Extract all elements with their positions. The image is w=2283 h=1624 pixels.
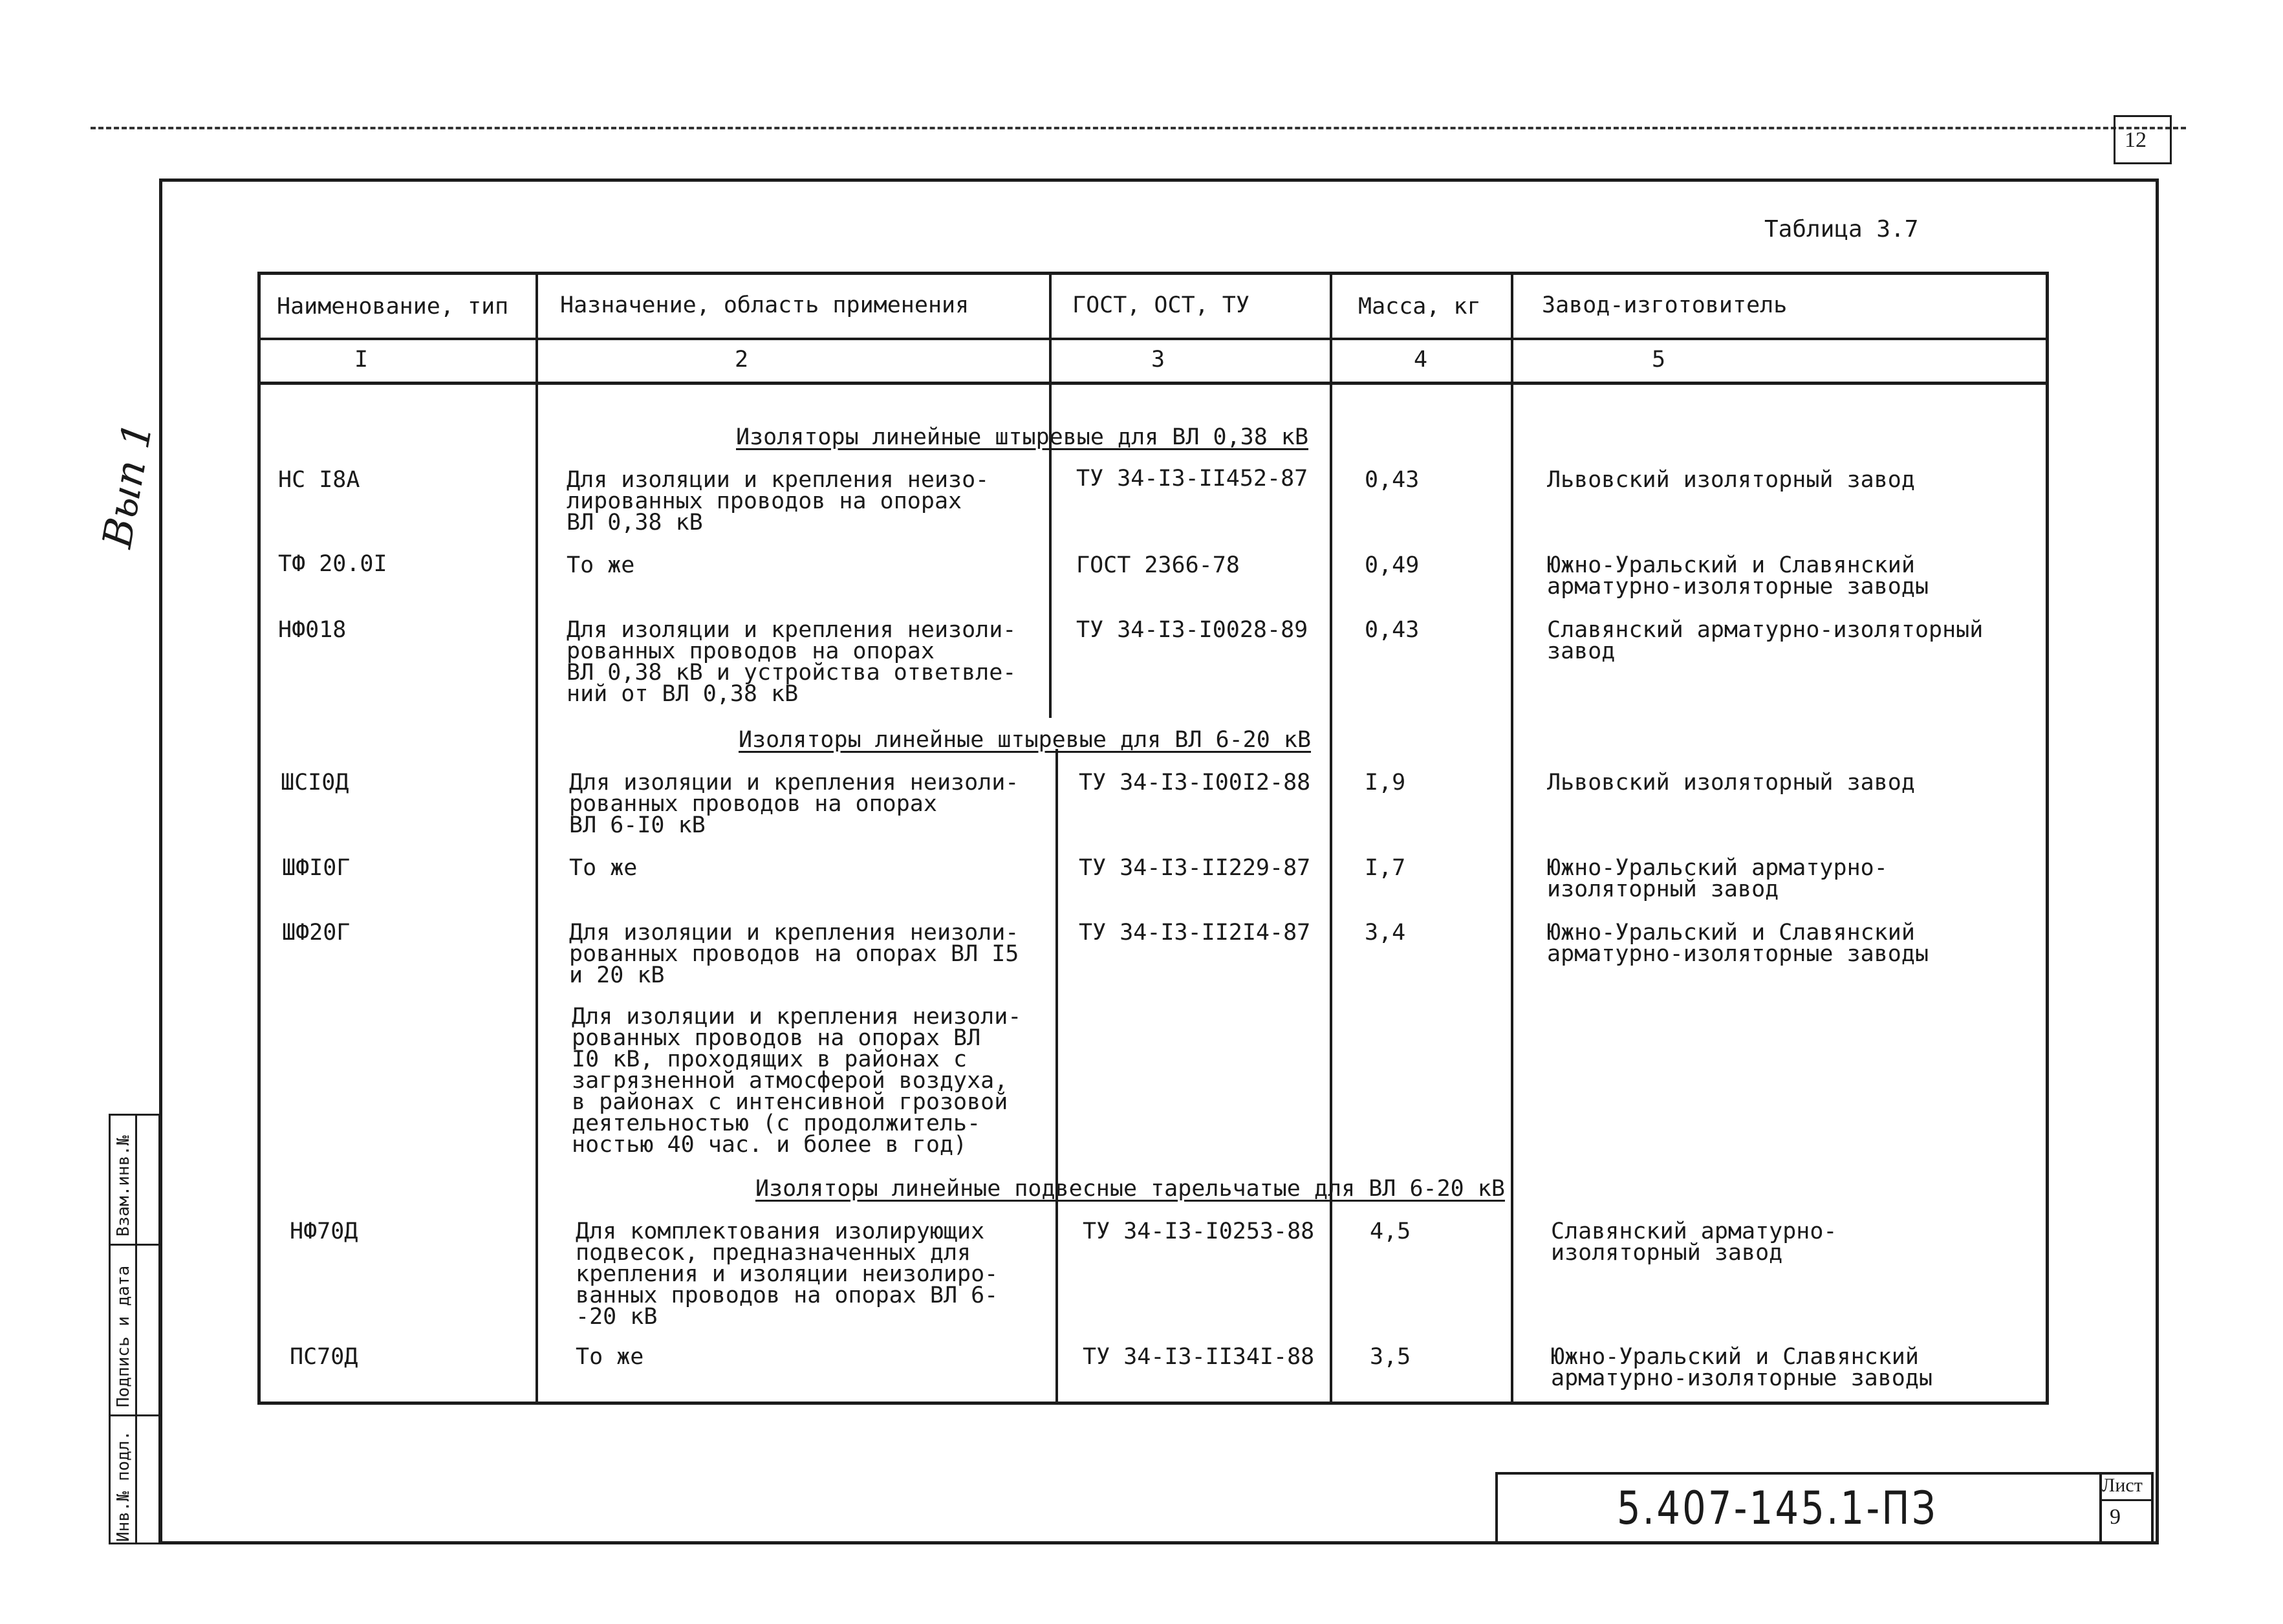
row-name: ШФI0Г <box>282 855 351 881</box>
column-divider-1 <box>536 272 538 1405</box>
page-number-box <box>2114 115 2172 164</box>
side-stamp-inner-divider <box>135 1116 137 1543</box>
column-divider-2 <box>1049 272 1052 718</box>
handwritten-note: Вып 1 <box>93 418 162 552</box>
row-purpose: Для изоляции и крепления неизоли- рованных проводов на опорах ВЛ 0,38 кВ и устройства ответвле- ний от ВЛ 0,38 кВ <box>567 617 1017 707</box>
row-purpose: Для изоляции и крепления неизоли- рованных проводов на опорах ВЛ 6-I0 кВ <box>569 770 1019 838</box>
side-sign-date: Подпись и дата <box>114 1265 133 1407</box>
col-header-factory: Завод-изготовитель <box>1542 292 1788 318</box>
row-mass: 0,49 <box>1365 552 1420 578</box>
table-title: Таблица 3.7 <box>1764 216 1919 243</box>
row-standard: ГОСТ 2366-78 <box>1076 552 1240 578</box>
row-name: ТФ 20.0I <box>278 551 387 577</box>
row-factory: Славянский арматурно- изоляторный завод <box>1551 1218 1837 1266</box>
sheet-number: 9 <box>2110 1505 2121 1529</box>
table-header-divider <box>257 338 2049 340</box>
column-divider-2b <box>1055 749 1058 1405</box>
row-factory: Южно-Уральский и Славянский арматурно-изоляторные заводы <box>1551 1344 1933 1391</box>
col-number-1: I <box>354 347 369 373</box>
row-standard: ТУ 34-I3-I00I2-88 <box>1079 770 1311 796</box>
row-purpose: Для комплектования изолирующих подвесок, предназначенных для крепления и изоляции неизолиро- ванных проводов на опорах ВЛ 6- -20 кВ <box>576 1218 999 1330</box>
row-purpose: То же <box>567 552 635 578</box>
row-factory: Южно-Уральский арматурно- изоляторный завод <box>1547 855 1888 902</box>
row-purpose: То же <box>576 1344 644 1370</box>
row-factory: Львовский изоляторный завод <box>1547 770 1915 796</box>
row-mass: 3,4 <box>1365 920 1406 946</box>
row-name: ПС70Д <box>290 1344 358 1370</box>
row-mass: 0,43 <box>1365 467 1420 493</box>
row-purpose: Для изоляции и крепления неизоли- рованных проводов на опорах ВЛ I0 кВ, проходящих в районах с загрязненной атмосферой воздуха, в районах с интенсивной грозовой деятельностью (с продолжитель- ностью 40 час. и более в год) <box>572 1004 1022 1158</box>
col-number-5: 5 <box>1652 347 1666 373</box>
col-number-4: 4 <box>1414 347 1428 373</box>
col-header-mass: Масса, кг <box>1358 294 1481 319</box>
col-header-purpose: Назначение, область применения <box>560 292 969 318</box>
column-divider-3 <box>1330 272 1332 1405</box>
row-name: НФ018 <box>278 617 347 643</box>
row-purpose: То же <box>569 855 638 881</box>
col-number-3: 3 <box>1151 347 1165 373</box>
side-replace-inv: Взам.инв.№ <box>114 1135 133 1237</box>
row-factory: Южно-Уральский и Славянский арматурно-изоляторные заводы <box>1547 552 1929 600</box>
row-purpose: Для изоляции и крепления неизо- лированных проводов на опорах ВЛ 0,38 кВ <box>567 467 990 536</box>
col-header-name: Наименование, тип <box>277 294 509 319</box>
section-heading: Изоляторы линейные подвесные тарельчатые для ВЛ 6-20 кВ <box>755 1176 1505 1202</box>
row-standard: ТУ 34-I3-II452-87 <box>1076 466 1308 492</box>
col-number-2: 2 <box>735 347 749 373</box>
section-heading: Изоляторы линейные штыревые для ВЛ 0,38 кВ <box>736 424 1309 450</box>
col-header-standard: ГОСТ, ОСТ, ТУ <box>1072 292 1250 318</box>
sheet-label: Лист <box>2102 1475 2143 1496</box>
row-standard: ТУ 34-I3-I0253-88 <box>1083 1218 1315 1244</box>
row-standard: ТУ 34-I3-II34I-88 <box>1083 1344 1315 1370</box>
row-factory: Славянский арматурно-изоляторный завод <box>1547 617 1984 664</box>
row-mass: 3,5 <box>1370 1344 1411 1370</box>
page-number: 12 <box>2125 128 2147 152</box>
top-dashed-rule <box>91 127 2186 129</box>
row-mass: I,7 <box>1365 855 1406 881</box>
row-mass: 4,5 <box>1370 1218 1411 1244</box>
row-purpose: Для изоляции и крепления неизоли- рованных проводов на опорах ВЛ I5 и 20 кВ <box>569 920 1019 988</box>
table-number-row-divider <box>257 382 2049 385</box>
side-stamp-divider-1 <box>111 1244 162 1246</box>
sheet-box-hline <box>2099 1499 2154 1501</box>
row-name: НФ70Д <box>290 1218 358 1244</box>
section-heading: Изоляторы линейные штыревые для ВЛ 6-20 кВ <box>739 727 1312 753</box>
row-mass: I,9 <box>1365 770 1406 796</box>
document-code: 5.407-145.1-ПЗ <box>1617 1482 1938 1535</box>
row-name: НС I8А <box>278 467 360 493</box>
row-factory: Южно-Уральский и Славянский арматурно-изоляторные заводы <box>1547 920 1929 967</box>
row-name: ШСI0Д <box>281 770 349 796</box>
row-mass: 0,43 <box>1365 617 1420 643</box>
row-factory: Львовский изоляторный завод <box>1547 467 1915 493</box>
side-inv-orig: Инв.№ подл. <box>114 1430 133 1542</box>
row-standard: ТУ 34-I3-II229-87 <box>1079 855 1311 881</box>
column-divider-4 <box>1511 272 1513 1405</box>
row-standard: ТУ 34-I3-II2I4-87 <box>1079 920 1311 946</box>
row-name: ШФ20Г <box>282 920 351 946</box>
row-standard: ТУ 34-I3-I0028-89 <box>1076 617 1308 643</box>
side-stamp-divider-2 <box>111 1414 162 1416</box>
